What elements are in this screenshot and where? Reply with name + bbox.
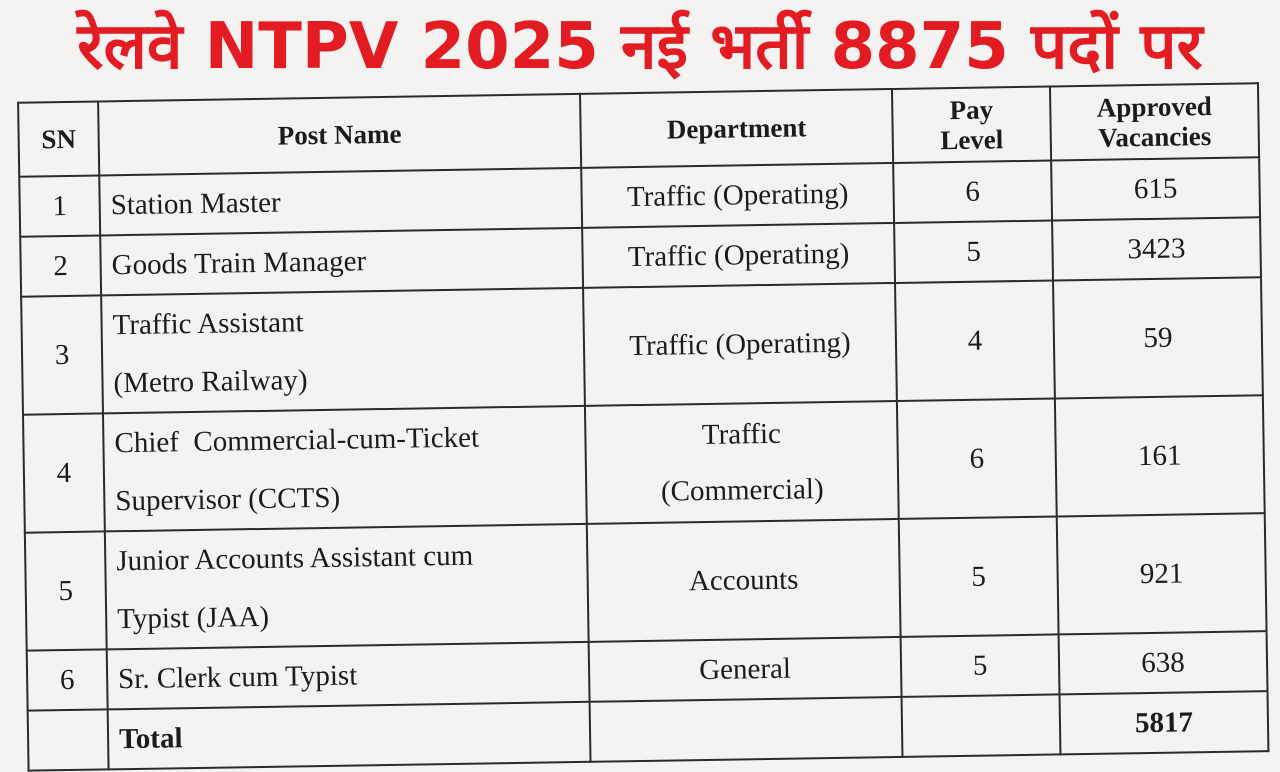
header-vac-line2: Vacancies — [1098, 120, 1212, 153]
row-dept-line2: (Commercial) — [660, 473, 824, 508]
row-post-line1: Junior Accounts Assistant cum — [116, 539, 474, 578]
header-post-name: Post Name — [98, 94, 581, 176]
header-pay-level — [892, 87, 1051, 163]
table-row — [23, 395, 1265, 532]
row-sn: 6 — [27, 649, 108, 710]
row-sn: 5 — [25, 531, 107, 650]
row-vacancies: 59 — [1053, 277, 1263, 398]
row-pay-level: 5 — [899, 516, 1059, 636]
row-vacancies: 161 — [1055, 395, 1265, 516]
header-vac-line1: Approved — [1096, 90, 1213, 123]
header-pay-line2: Level — [940, 124, 1004, 156]
row-pay-level: 4 — [895, 280, 1055, 400]
table-row — [21, 277, 1263, 414]
row-post-line2: Supervisor (CCTS) — [115, 481, 341, 518]
page-headline: रेलवे NTPV 2025 नई भर्ती 8875 पदों पर — [77, 10, 1203, 84]
total-sn — [28, 709, 109, 770]
row-post-name: Station Master — [99, 168, 582, 236]
row-post-name: Goods Train Manager — [100, 228, 583, 296]
row-pay-level: 5 — [894, 221, 1053, 283]
header-department: Department — [580, 89, 893, 168]
row-department: General — [589, 637, 902, 702]
row-pay-level: 6 — [897, 398, 1057, 518]
total-label: Total — [108, 702, 591, 770]
header-pay-line1: Pay — [949, 94, 994, 126]
row-department — [585, 401, 899, 524]
row-vacancies: 921 — [1057, 513, 1267, 634]
row-dept-line1: Traffic — [701, 417, 782, 452]
row-department: Traffic (Operating) — [582, 223, 895, 288]
row-department: Accounts — [587, 519, 901, 642]
total-pay-level — [902, 694, 1061, 756]
table-row — [25, 513, 1267, 650]
row-post-line1: Traffic Assistant — [112, 306, 304, 342]
row-post-name — [101, 288, 585, 414]
row-sn: 1 — [19, 175, 100, 236]
row-post-line2: (Metro Railway) — [113, 364, 308, 400]
row-post-name — [105, 524, 589, 650]
document-sheet — [0, 60, 1280, 756]
row-vacancies: 615 — [1051, 157, 1260, 220]
row-department: Traffic (Operating) — [583, 283, 897, 406]
row-vacancies: 638 — [1059, 631, 1268, 694]
row-sn: 2 — [20, 235, 101, 296]
row-pay-level: 6 — [893, 161, 1052, 223]
row-sn: 4 — [23, 413, 105, 532]
total-department — [590, 697, 903, 762]
header-sn: SN — [18, 101, 99, 176]
row-post-line1: Chief Commercial-cum-Ticket — [114, 421, 480, 460]
row-department: Traffic (Operating) — [581, 163, 894, 228]
total-vacancies: 5817 — [1060, 691, 1269, 754]
row-post-name — [103, 406, 587, 532]
vacancy-table — [17, 82, 1269, 771]
row-sn: 3 — [21, 295, 103, 414]
row-post-line2: Typist (JAA) — [116, 600, 270, 636]
row-post-name: Sr. Clerk cum Typist — [107, 642, 590, 710]
row-pay-level: 5 — [901, 634, 1060, 696]
row-vacancies: 3423 — [1052, 217, 1261, 280]
